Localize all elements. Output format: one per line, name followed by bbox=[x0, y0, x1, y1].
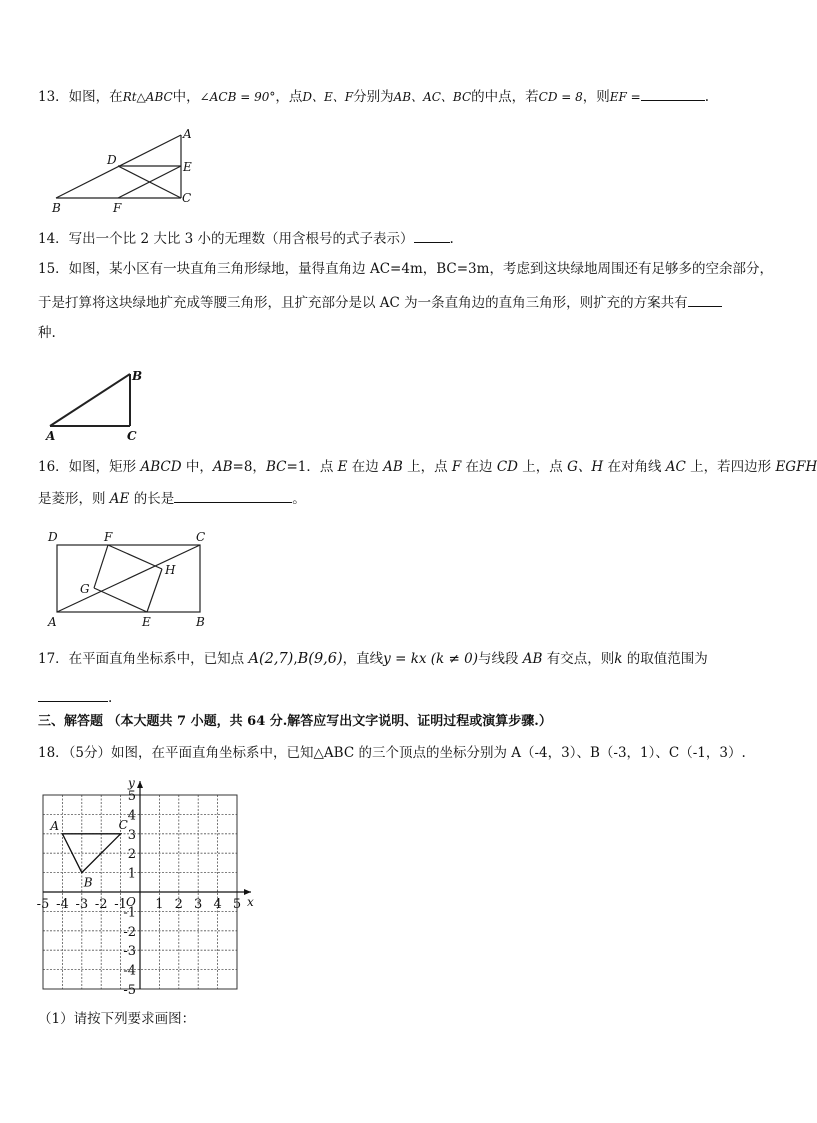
q16-text: 上，若四边形 bbox=[685, 459, 776, 475]
q18-coordinate-grid bbox=[30, 770, 265, 1000]
point-label-C: C bbox=[118, 817, 128, 832]
q13-triangle: △ABC bbox=[136, 90, 173, 104]
q16-end: 。 bbox=[292, 491, 306, 507]
q16-line1 bbox=[38, 458, 817, 476]
q16-text: 是菱形，则 bbox=[38, 491, 110, 507]
q17-answer-blank[interactable] bbox=[38, 687, 108, 702]
y-tick-label: -1 bbox=[123, 905, 136, 921]
x-axis-label: x bbox=[247, 895, 254, 909]
q16-text: 在对角线 bbox=[603, 459, 666, 475]
q16-ac: AC bbox=[665, 459, 686, 475]
q15-line3: 种. bbox=[38, 325, 56, 341]
point-label-B: B bbox=[83, 875, 93, 890]
q16-e: E bbox=[337, 459, 348, 475]
q13-points: D、E、F bbox=[302, 90, 354, 104]
q15-label-C: C bbox=[127, 429, 137, 443]
x-tick-label: -1 bbox=[114, 897, 127, 912]
q13-end: . bbox=[704, 89, 710, 105]
q15-label-B: B bbox=[132, 369, 143, 383]
q17-ab: AB bbox=[522, 651, 543, 667]
q16-ab2: AB bbox=[383, 459, 403, 475]
q14-text: 14．写出一个比 2 大比 3 小的无理数（用含根号的式子表示） bbox=[38, 231, 414, 247]
q14-end: . bbox=[449, 231, 454, 247]
q17-equation: y = kx (k ≠ 0) bbox=[383, 651, 478, 667]
q16-f: F bbox=[451, 459, 462, 475]
q17-text: 有交点，则 bbox=[542, 651, 615, 667]
q16-ab: AB bbox=[212, 459, 233, 475]
q15-line2 bbox=[38, 292, 722, 312]
q14-answer-blank[interactable] bbox=[414, 228, 450, 243]
q13-number: 13．如图，在 bbox=[38, 89, 123, 105]
x-tick-label: -3 bbox=[75, 897, 89, 912]
q17-text: 与线段 bbox=[477, 651, 523, 667]
q16-text: 16．如图，矩形 bbox=[38, 459, 141, 475]
q13-text: 的中点，若 bbox=[471, 89, 539, 105]
q17-line1 bbox=[38, 650, 708, 668]
origin-label: O bbox=[126, 895, 136, 909]
q17-point-b: B(9,6) bbox=[297, 651, 343, 667]
q13-line bbox=[38, 86, 709, 106]
q16-answer-blank[interactable] bbox=[174, 488, 292, 503]
q13-rt: Rt bbox=[122, 90, 137, 104]
q13-text: 中， bbox=[172, 89, 200, 105]
q17-end: . bbox=[108, 690, 113, 706]
x-tick-label: 5 bbox=[232, 897, 242, 912]
q13-cd: CD = 8 bbox=[538, 90, 583, 104]
y-axis-arrow bbox=[137, 781, 143, 788]
q16-label-E: E bbox=[142, 615, 151, 629]
y-tick-label: 1 bbox=[127, 866, 136, 882]
y-tick-label: -4 bbox=[123, 963, 136, 979]
y-tick-label: 4 bbox=[127, 808, 136, 824]
q16-bc: BC bbox=[265, 459, 287, 475]
y-tick-label: -3 bbox=[123, 944, 136, 960]
q13-sides: AB、AC、BC bbox=[393, 90, 472, 104]
x-tick-label: 2 bbox=[174, 897, 183, 912]
q16-abcd: ABCD bbox=[140, 459, 182, 475]
x-tick-label: -5 bbox=[36, 897, 50, 912]
x-tick-label: 4 bbox=[213, 897, 222, 912]
q16-text: 上，点 bbox=[518, 459, 568, 475]
q16-line2 bbox=[38, 488, 306, 508]
q16-label-A: A bbox=[48, 615, 57, 629]
y-tick-label: -2 bbox=[123, 924, 136, 940]
point-label-A: A bbox=[50, 818, 60, 833]
x-tick-label: -2 bbox=[94, 897, 108, 912]
q16-text: =8， bbox=[232, 459, 266, 475]
x-tick-label: 3 bbox=[194, 897, 203, 912]
q17-line2 bbox=[38, 687, 112, 707]
q16-ae: AE bbox=[109, 491, 130, 507]
q17-text: 17．在平面直角坐标系中，已知点 bbox=[38, 651, 249, 667]
q16-cd: CD bbox=[496, 459, 518, 475]
q16-figure bbox=[40, 526, 225, 631]
section3-heading: 三、解答题 （本大题共 7 小题，共 64 分.解答应写出文字说明、证明过程或演算步骤.） bbox=[38, 714, 552, 729]
q13-label-F: F bbox=[113, 201, 122, 215]
y-axis-label: y bbox=[128, 776, 135, 790]
q13-label-A: A bbox=[183, 127, 192, 141]
q16-label-C: C bbox=[196, 530, 206, 544]
q15-label-A: A bbox=[46, 429, 56, 443]
q13-label-B: B bbox=[52, 201, 61, 215]
q13-answer-blank[interactable] bbox=[641, 86, 705, 101]
q15-answer-blank[interactable] bbox=[688, 292, 722, 307]
y-tick-label: -5 bbox=[123, 983, 136, 998]
q17-text: 的取值范围为 bbox=[622, 651, 708, 667]
y-tick-label: 3 bbox=[127, 827, 136, 843]
q16-label-H: H bbox=[165, 563, 176, 577]
q13-text: 分别为 bbox=[353, 89, 394, 105]
q13-angle: ∠ACB = 90° bbox=[199, 90, 276, 104]
q17-point-a: A(2,7) bbox=[248, 651, 294, 667]
q16-text: 上，点 bbox=[402, 459, 452, 475]
q13-text: ，点 bbox=[275, 89, 303, 105]
q18-sub1: （1）请按下列要求画图： bbox=[38, 1011, 196, 1027]
q13-label-C: C bbox=[182, 191, 192, 205]
q13-label-E: E bbox=[183, 160, 192, 174]
q17-text: ，直线 bbox=[342, 651, 384, 667]
q15-line1: 15．如图，某小区有一块直角三角形绿地，量得直角边 AC=4m，BC=3m，考虑到这块绿地周围还有足够多的空余部分， bbox=[38, 261, 773, 277]
y-tick-label: 5 bbox=[127, 789, 136, 804]
q16-egfh: EGFH bbox=[775, 459, 817, 475]
y-tick-label: 2 bbox=[127, 847, 136, 863]
q16-label-F: F bbox=[104, 530, 113, 544]
x-tick-label: -4 bbox=[56, 897, 69, 912]
q13-label-D: D bbox=[107, 153, 117, 167]
x-tick-label: 1 bbox=[155, 897, 164, 912]
q17-k: k bbox=[614, 651, 623, 667]
q13-ef: EF = bbox=[609, 90, 641, 104]
q16-text: 中， bbox=[181, 459, 213, 475]
q15-text: 于是打算将这块绿地扩充成等腰三角形，且扩充部分是以 AC 为一条直角边的直角三角形，则扩充的方案共有 bbox=[38, 295, 688, 311]
q18-line: 18．（5分）如图，在平面直角坐标系中，已知△ABC 的三个顶点的坐标分别为 A（-4，3）、B（-3，1）、C（-1，3）. bbox=[38, 745, 746, 761]
q16-text: 的长是 bbox=[129, 491, 175, 507]
q16-text: 在边 bbox=[461, 459, 497, 475]
q16-label-G: G bbox=[80, 582, 90, 596]
q14-line bbox=[38, 228, 454, 248]
q17-comma: , bbox=[293, 651, 298, 667]
q16-text: 在边 bbox=[347, 459, 384, 475]
q13-figure bbox=[40, 122, 210, 217]
q15-figure bbox=[40, 366, 150, 446]
q16-label-D: D bbox=[48, 530, 58, 544]
q16-text: =1．点 bbox=[286, 459, 338, 475]
q16-label-B: B bbox=[196, 615, 205, 629]
q16-gh: G、H bbox=[567, 459, 604, 475]
q13-text: ，则 bbox=[582, 89, 610, 105]
